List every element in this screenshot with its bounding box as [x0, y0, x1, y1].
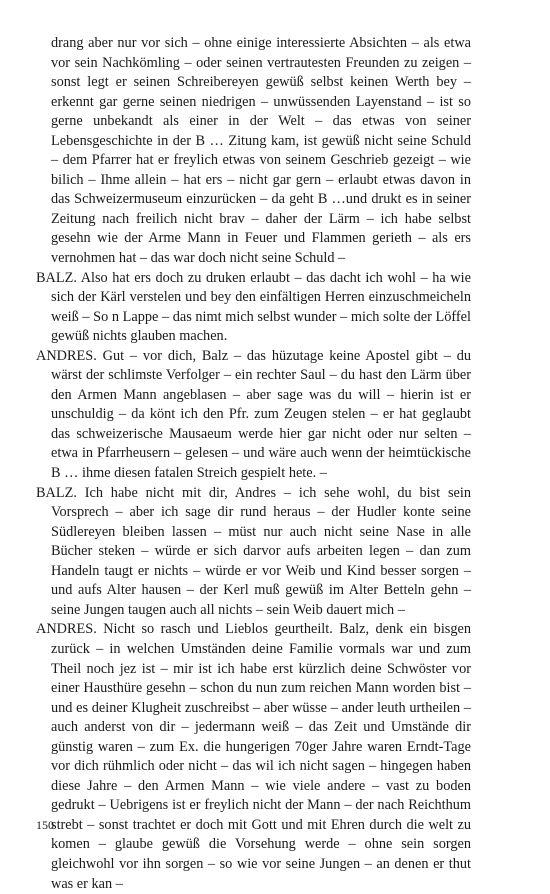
speaker-name: BALZ.	[36, 269, 77, 286]
dialogue-andres-1	[36, 347, 471, 484]
page-body	[36, 34, 471, 894]
paragraph-text: Nicht so rasch und Lieblos geurtheilt. Balz, denk ein bisgen zurück – in welchen Umständen deine Familie vormals war und zum Theil noch jez ist – mir ist ich habe erst kürzlich deine Schwöster vor einer Hausthüre gesehn – schon du nun zum reichen Mann worden bist – und es deiner Klugheit zuschreibst – aber wüsse – ander leuth urtheilen – auch anderst von dir – jedermann weiß – das Zeit und Umstände dir günstig waren – zum Ex. die hungerigen 70ger Jahre waren Erndt-Tage vor dich rühmlich oder nicht – das wil ich nicht sagen – hingegen haben diese Jahre – den Armen Mann – wie viele andere – vast zu boden gedrukt – Uebrigens ist er freylich nicht der Mann – der nach Reichthum strebt – sonst trachtet er doch mit Gott und mit Ehren durch die welt zu komen – glaube gewüß die Vorsehung werde – ohne sein sorgen gleichwohl vor ihn sorgen – so wie vor seine Jungen – an denen er thut was er kan –	[51, 621, 471, 892]
dialogue-andres-2	[36, 620, 471, 894]
dialogue-balz-1	[36, 269, 471, 347]
dialogue-balz-2	[36, 484, 471, 621]
speaker-name: ANDRES.	[36, 621, 97, 638]
speaker-name: BALZ.	[36, 484, 77, 501]
paragraph-text: drang aber nur vor sich – ohne einige interessierte Absichten – als etwa vor sein Nachkömling – oder seinen vertrautesten Freunden zu zeigen – sonst legt er seinen Schreibereyen gewüß selbst keinen Werth bey – erkennt gar gerne seinen niedrigen – unwüssenden Layenstand – ist so gerne unbekandt als einer in der Welt – das etwas von seiner Lebensgeschichte in der B … Zitung kam, ist gewüß nicht seine Schuld – dem Pfarrer hat er freylich etwas von seinem Geschrieb gezeigt – wie bilich – Ihme allein – hat ers – nicht gar gern – erlaubt etwas davon in das Schweizermuseum einzurücken – da geht B …und drukt es in seiner Zeitung nach freilich nicht brav – daher der Lärm – ich habe selbst gesehn wie der Arme Mann in Feuer und Flammen gerieth – als ers vernohmen hat – das war doch nicht seine Schuld –	[51, 35, 471, 267]
paragraph-continuation	[36, 34, 471, 269]
page-number: 150	[36, 818, 54, 832]
speaker-name: ANDRES.	[36, 347, 97, 364]
paragraph-text: Also hat ers doch zu druken erlaubt – das dacht ich wohl – ha wie sich der Kärl verstelen und bey den einfältigen Herren einzuschmeicheln weiß – So n Lappe – das nimt mich selbst wunder – mich solte der Löffel gewüß nichts glauben machen.	[51, 269, 471, 345]
paragraph-text: Ich habe nicht mit dir, Andres – ich sehe wohl, du bist sein Vorsprech – aber ich sage dir rund heraus – der Hudler konte seine Südlereyen bleiben lassen – müst nur auch nicht seine Nase in alle Bücher steken – würde er sich darvor aufs arbeiten legen – dan zum Handeln taugt er nichts – würde er vor Weib und Kind besser sorgen – und aufs Alter hausen – der Kerl muß gewüß im Alter Betteln gehn – seine Jungen taugen auch all nichts – sein Weib dauert mich –	[51, 484, 472, 618]
paragraph-text: Gut – vor dich, Balz – das hüzutage keine Apostel gibt – du wärst der schlimste Verfolger – ein rechter Saul – du hast den Lärm über den Armen Mann angeblasen – aber sage was du will – hierin ist er unschuldig – da könt ich den Pfr. zum Zeugen stelen – er hat geglaubt das schweizerische Mausaeum werde hier gar nicht oder nur selten – etwa in Pfarrheusern – gelesen – und wäre auch wenn der heimtückische B … ihme diesen fatalen Streich gespielt hete. –	[51, 347, 472, 482]
